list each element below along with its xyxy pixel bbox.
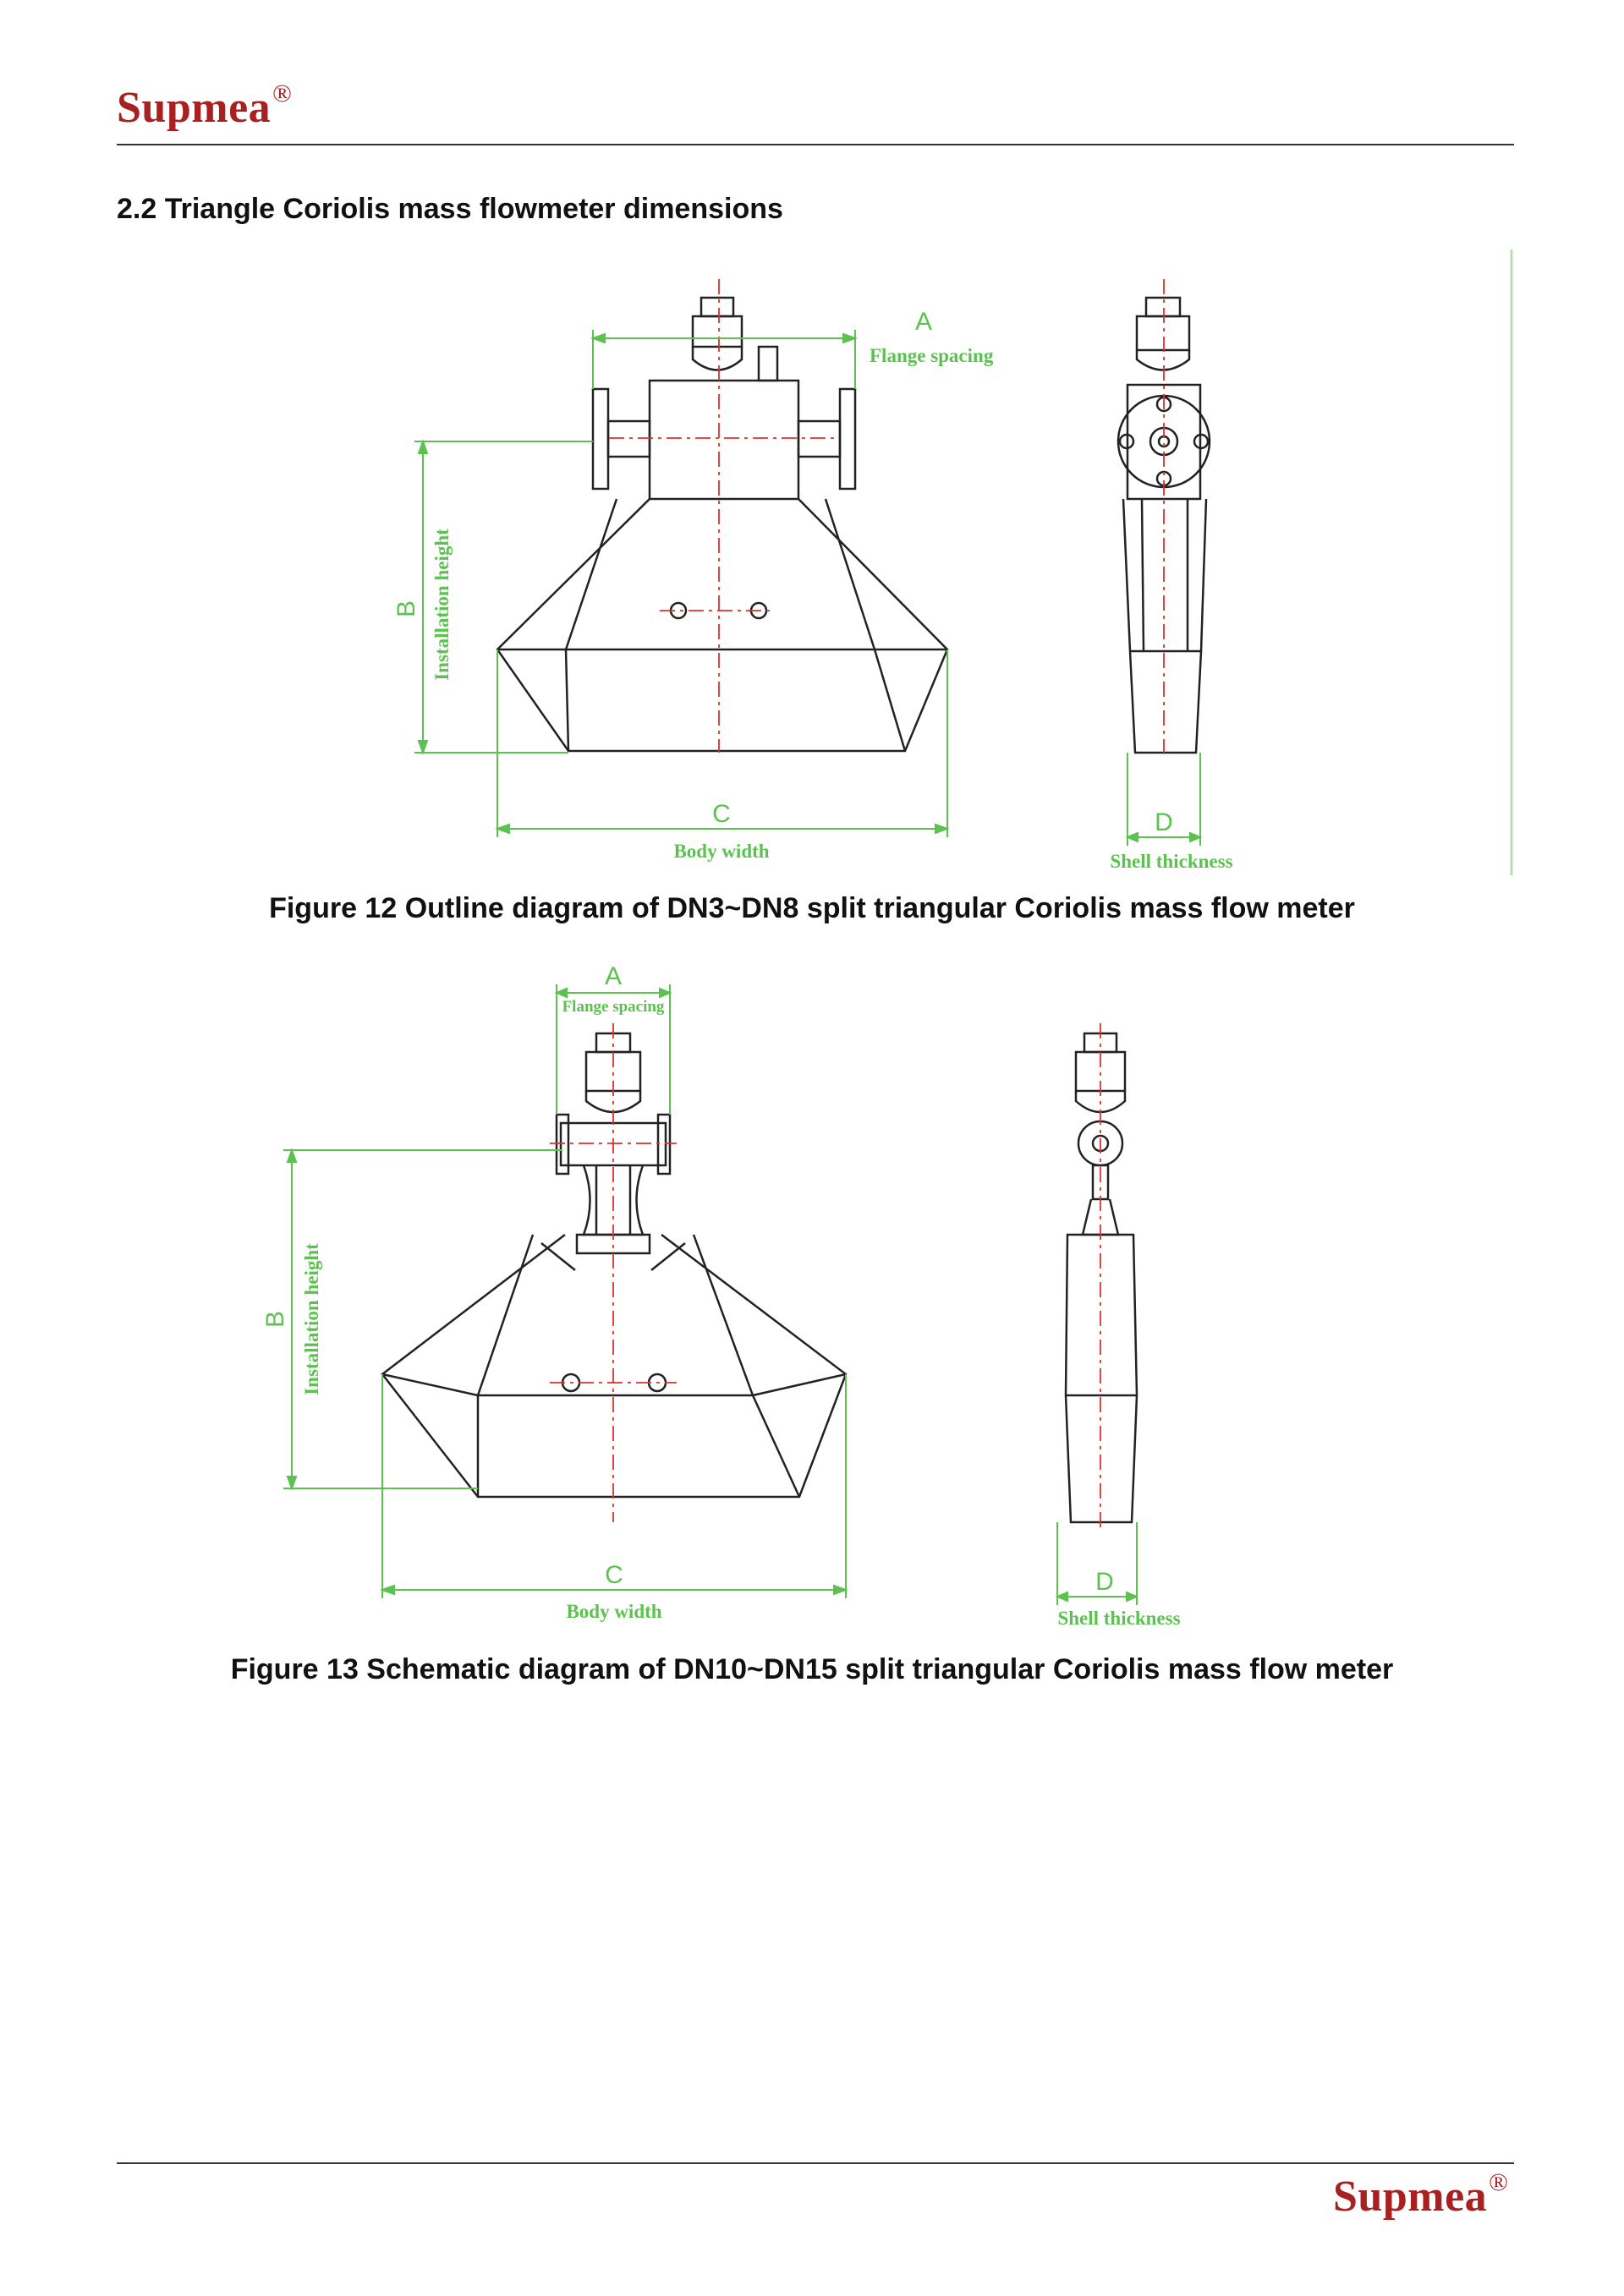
figure13-dim-d: D xyxy=(1095,1568,1114,1596)
header-brand: Supmea xyxy=(117,84,272,132)
figure12-label-c: Body width xyxy=(673,841,770,862)
section-title: 2.2 Triangle Coriolis mass flowmeter dimensions xyxy=(117,193,783,225)
footer-brand: Supmea xyxy=(1333,2173,1488,2221)
figure13-label-d: Shell thickness xyxy=(1057,1608,1181,1629)
figure13-dim-a: A xyxy=(604,962,623,990)
header-rule xyxy=(117,144,1514,145)
figure12-dim-d: D xyxy=(1155,808,1173,836)
figure13-dim-c: C xyxy=(605,1561,623,1589)
figure12-dim-b: B xyxy=(392,600,420,618)
figure13-label-b: Installation height xyxy=(301,1243,322,1395)
figure12-label-b: Installation height xyxy=(431,529,453,681)
header-registered-mark: ® xyxy=(272,79,293,107)
footer-rule xyxy=(117,2162,1514,2164)
figure12-label-a: Flange spacing xyxy=(870,345,994,366)
figure13-front-view xyxy=(382,1033,846,1497)
figure13-side-view xyxy=(1066,1033,1137,1522)
figure13-drawing xyxy=(0,947,1624,1649)
figure12-caption: Figure 12 Outline diagram of DN3~DN8 split triangular Coriolis mass flow meter xyxy=(269,892,1355,924)
footer-registered-mark: ® xyxy=(1489,2168,1509,2196)
figure13-label-c: Body width xyxy=(566,1601,662,1622)
footer-logo xyxy=(1333,2168,1509,2222)
figure12-label-d: Shell thickness xyxy=(1110,851,1233,872)
header-logo xyxy=(117,79,293,133)
figure12-dim-a: A xyxy=(915,308,933,336)
figure12-drawing xyxy=(0,245,1624,905)
figure13-label-a: Flange spacing xyxy=(562,998,665,1016)
figure12-dim-c: C xyxy=(712,800,731,828)
figure13-dim-b: B xyxy=(261,1310,289,1329)
figure13-caption: Figure 13 Schematic diagram of DN10~DN15 split triangular Coriolis mass flow meter xyxy=(230,1653,1394,1685)
